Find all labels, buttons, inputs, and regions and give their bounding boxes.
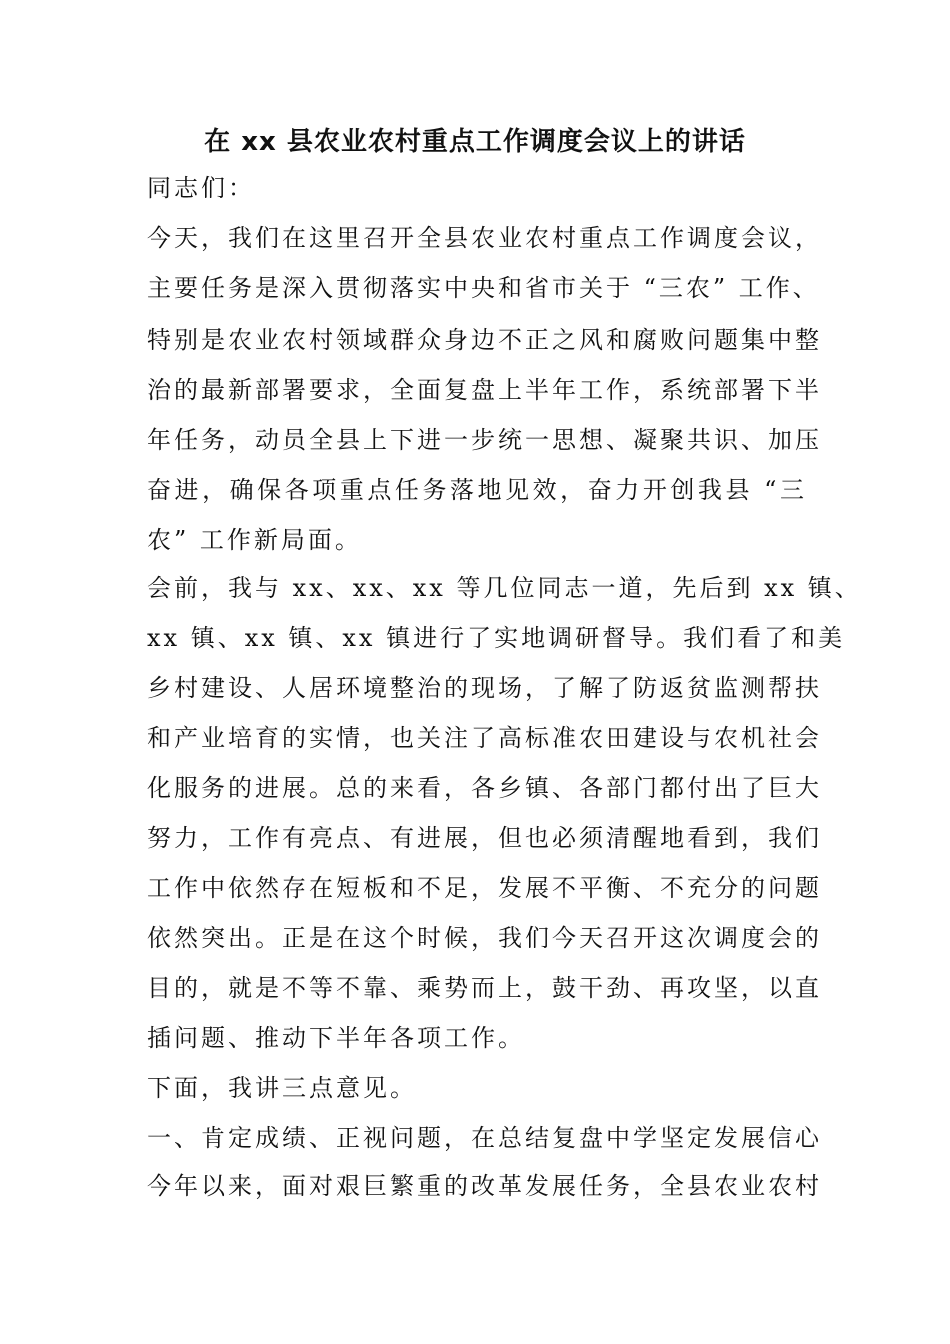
text-line: 治的最新部署要求，全面复盘上半年工作，系统部署下半: [147, 376, 822, 404]
text-line: 今年以来，面对艰巨繁重的改革发展任务，全县农业农村: [147, 1172, 822, 1200]
text-line: 主要任务是深入贯彻落实中央和省市关于 “三农” 工作、: [147, 274, 820, 302]
text-line: 和产业培育的实情，也关注了高标准农田建设与农机社会: [147, 724, 822, 752]
text-line: 插问题、推动下半年各项工作。: [147, 1024, 525, 1052]
text-line: 同志们：: [147, 174, 255, 202]
text-line: 年任务，动员全县上下进一步统一思想、凝聚共识、加压: [147, 426, 822, 454]
text-line: 化服务的进展。总的来看，各乡镇、各部门都付出了巨大: [147, 774, 822, 802]
text-line: 农” 工作新局面。: [147, 526, 362, 554]
document-title: 在 xx 县农业农村重点工作调度会议上的讲话: [204, 127, 746, 157]
text-line: xx 镇、xx 镇、xx 镇进行了实地调研督导。我们看了和美: [147, 624, 846, 652]
text-line: 特别是农业农村领域群众身边不正之风和腐败问题集中整: [147, 326, 822, 354]
text-line: 今天，我们在这里召开全县农业农村重点工作调度会议，: [147, 224, 822, 252]
text-line: 目的，就是不等不靠、乘势而上，鼓干劲、再攻坚，以直: [147, 974, 822, 1002]
text-line: 乡村建设、人居环境整治的现场，了解了防返贫监测帮扶: [147, 674, 822, 702]
text-line: 依然突出。正是在这个时候，我们今天召开这次调度会的: [147, 924, 822, 952]
text-line: 奋进，确保各项重点任务落地见效，奋力开创我县 “三: [147, 476, 807, 504]
section-heading: 一、肯定成绩、正视问题，在总结复盘中学坚定发展信心: [147, 1124, 822, 1152]
text-line: 努力，工作有亮点、有进展，但也必须清醒地看到，我们: [147, 824, 822, 852]
text-line: 下面，我讲三点意见。: [147, 1074, 417, 1102]
text-line: 会前，我与 xx、xx、xx 等几位同志一道，先后到 xx 镇、: [147, 574, 862, 602]
text-line: 工作中依然存在短板和不足，发展不平衡、不充分的问题: [147, 874, 822, 902]
